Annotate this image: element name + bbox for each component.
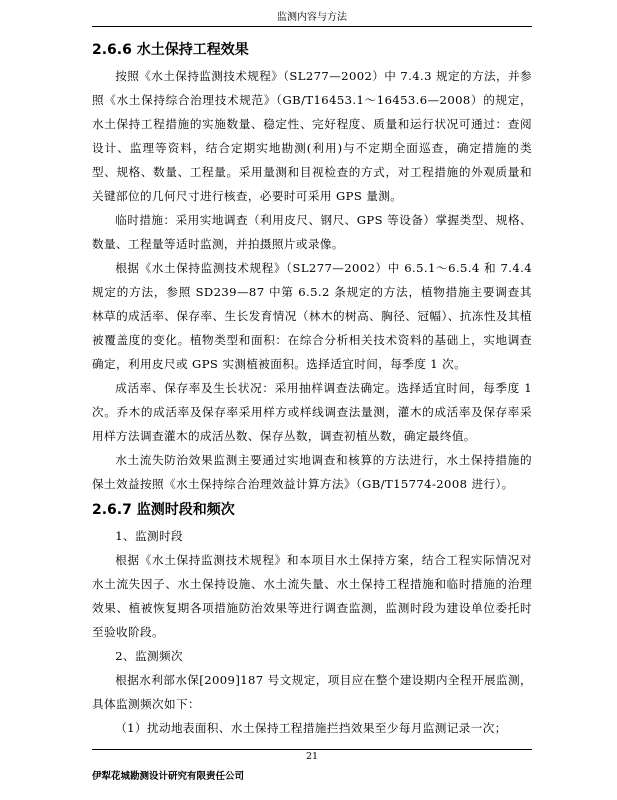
page-header: 监测内容与方法 [277,12,347,23]
page-body [92,36,532,740]
section-heading-2-6-7: 2.6.7 监测时段和频次 [92,502,235,518]
list-item: （1）扰动地表面积、水土保持工程措施拦挡效果至少每月监测记录一次； [115,721,507,735]
paragraph: 成活率、保存率及生长状况：采用抽样调查法确定。选择适宜时间，每季度 1 次。乔木的成活率及保存率采用样方或样线调查法量测，灌木的成活率及保存率采用样方法调查灌木的成活丛数、保存丛数，调查初植丛数，确定最终值。 [92,381,532,443]
page-number: 21 [305,751,319,762]
paragraph: 根据水利部水保[2009]187 号文规定，项目应在整个建设期内全程开展监测，具体监测频次如下： [92,673,532,711]
paragraph: 按照《水土保持监测技术规程》（SL277—2002）中 7.4.3 规定的方法，并参照《水土保持综合治理技术规范》（GB/T16453.1～16453.6—2008）的规定，水土保持工程措施的实施数量、稳定性、完好程度、质量和运行状况可通过：查阅设计、监理等资料，结合定期实地勘测(利用)与不定期全面巡查，确定措施的类型、规格、数量、工程量。采用量测和目视检查的方式，对工程措施的外观质量和关键部位的几何尺寸进行核查，必要时可采用 GPS 量测。 [92,69,532,203]
subheading-monitoring-frequency: 2、监测频次 [115,649,183,663]
header-divider [92,26,532,27]
section-heading-2-6-6: 2.6.6 水土保持工程效果 [92,42,249,58]
paragraph: 临时措施：采用实地调查（利用皮尺、钢尺、GPS 等设备）掌握类型、规格、数量、工程量等适时监测，并拍摄照片或录像。 [92,213,532,251]
subheading-monitoring-period: 1、监测时段 [115,529,183,543]
footer-divider [92,749,532,750]
paragraph: 根据《水土保持监测技术规程》（SL277—2002）中 6.5.1～6.5.4 和 7.4.4 规定的方法，参照 SD239—87 中第 6.5.2 条规定的方法，植物措施主要调查其林草的成活率、保存率、生长发育情况（林木的树高、胸径、冠幅）、抗冻性及其植被覆盖度的变化。植物类型和面积：在综合分析相关技术资料的基础上，实地调查确定，利用皮尺或 GPS 实测植被面积。选择适宜时间，每季度 1 次。 [92,261,532,371]
paragraph: 根据《水土保持监测技术规程》和本项目水土保持方案，结合工程实际情况对水土流失因子、水土保持设施、水土流失量、水土保持工程措施和临时措施的治理效果、植被恢复期各项措施防治效果等进行调查监测，监测时段为建设单位委托时至验收阶段。 [92,553,532,639]
paragraph: 水土流失防治效果监测主要通过实地调查和核算的方法进行，水土保持措施的保土效益按照《水土保持综合治理效益计算方法》（GB/T15774-2008 进行）。 [92,453,532,491]
company-name: 伊犁花城勘测设计研究有限责任公司 [92,771,245,782]
